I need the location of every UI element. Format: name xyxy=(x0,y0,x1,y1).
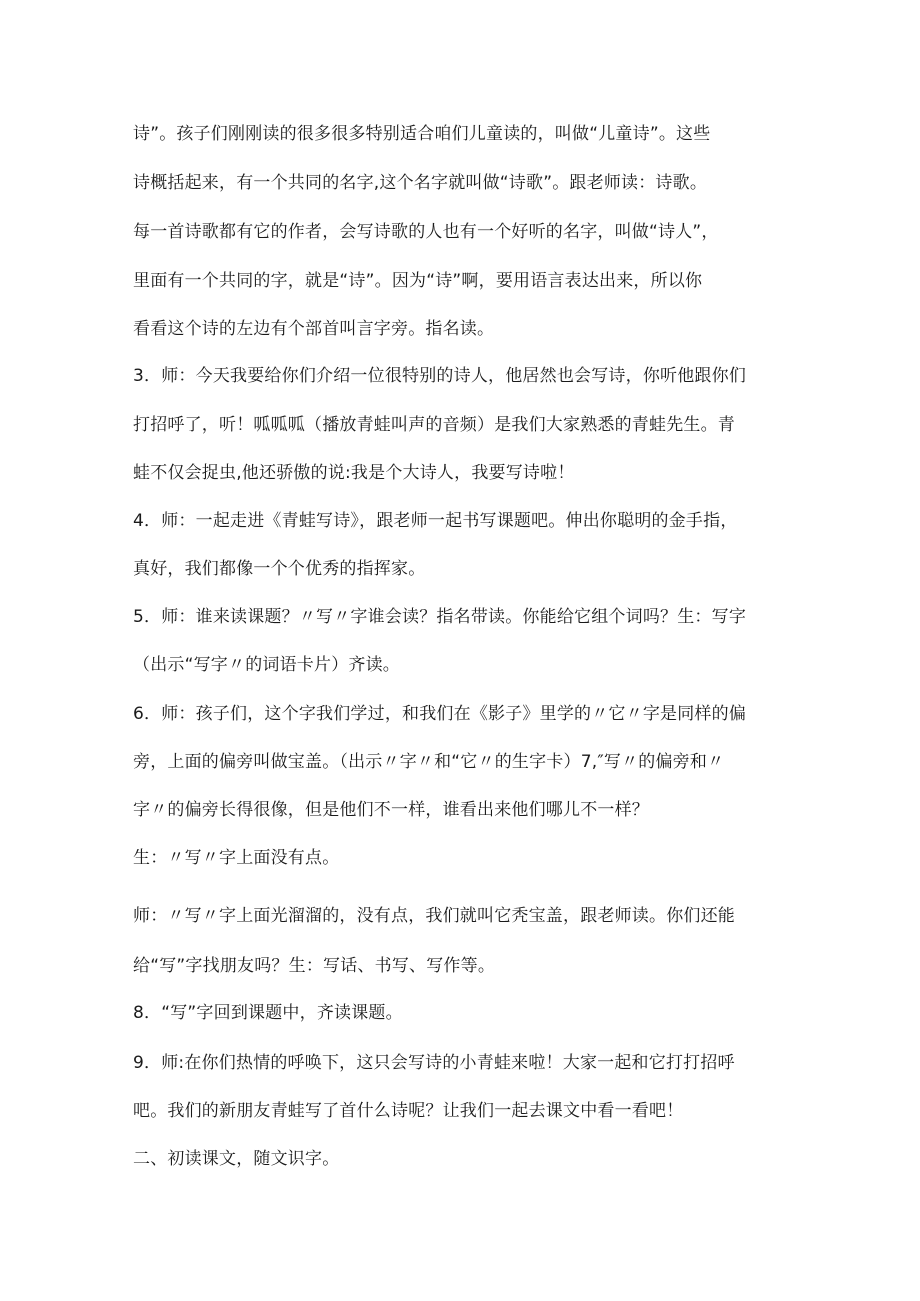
text-line: 师：〃写〃字上面光溜溜的，没有点，我们就叫它秃宝盖，跟老师读。你们还能 xyxy=(133,906,735,926)
text-line: 诗概括起来，有一个共同的名字,这个名字就叫做“诗歌”。跟老师读：诗歌。 xyxy=(133,173,708,193)
text-line: 字〃的偏旁长得很像，但是他们不一样，谁看出来他们哪儿不一样？ xyxy=(133,800,649,820)
text-line: 打招呼了，听！呱呱呱（播放青蛙叫声的音频）是我们大家熟悉的青蛙先生。青 xyxy=(133,415,735,435)
text-line: 8．“写”字回到课题中，齐读课题。 xyxy=(133,1003,403,1023)
text-line: 吧。我们的新朋友青蛙写了首什么诗呢？让我们一起去课文中看一看吧！ xyxy=(133,1101,684,1121)
text-line: 5．师：谁来读课题？〃写〃字谁会读？指名带读。你能给它组个词吗？生：写字 xyxy=(133,607,747,627)
text-line: 二、初读课文，随文识字。 xyxy=(133,1149,340,1169)
text-line: 给“写”字找朋友吗？生：写话、书写、写作等。 xyxy=(133,956,496,976)
text-line: （出示“写字〃的词语卡片）齐读。 xyxy=(133,655,401,675)
text-line: 9．师:在你们热情的呼唤下，这只会写诗的小青蛙来啦！大家一起和它打打招呼 xyxy=(133,1053,735,1073)
text-line: 3．师：今天我要给你们介绍一位很特别的诗人，他居然也会写诗，你听他跟你们 xyxy=(133,366,747,386)
text-line: 生：〃写〃字上面没有点。 xyxy=(133,848,340,868)
text-line: 里面有一个共同的字，就是“诗”。因为“诗”啊，要用语言表达出来，所以你 xyxy=(133,271,703,291)
text-line: 每一首诗歌都有它的作者，会写诗歌的人也有一个好听的名字，叫做“诗人”， xyxy=(133,222,719,242)
text-line: 蛙不仅会捉虫,他还骄傲的说:我是个大诗人，我要写诗啦！ xyxy=(133,463,575,483)
text-line: 旁，上面的偏旁叫做宝盖。（出示〃字〃和“它〃的生字卡）7,″写〃的偏旁和〃 xyxy=(133,752,725,772)
text-line: 真好，我们都像一个个优秀的指挥家。 xyxy=(133,559,426,579)
text-line: 4．师：一起走进《青蛙写诗》，跟老师一起书写课题吧。伸出你聪明的金手指， xyxy=(133,511,738,531)
text-line: 看看这个诗的左边有个部首叫言字旁。指名读。 xyxy=(133,319,495,339)
text-line: 6．师：孩子们，这个字我们学过，和我们在《影子》里学的〃它〃字是同样的偏 xyxy=(133,704,747,724)
text-line: 诗”。孩子们刚刚读的很多很多特别适合咱们儿童读的，叫做“儿童诗”。这些 xyxy=(133,124,711,144)
